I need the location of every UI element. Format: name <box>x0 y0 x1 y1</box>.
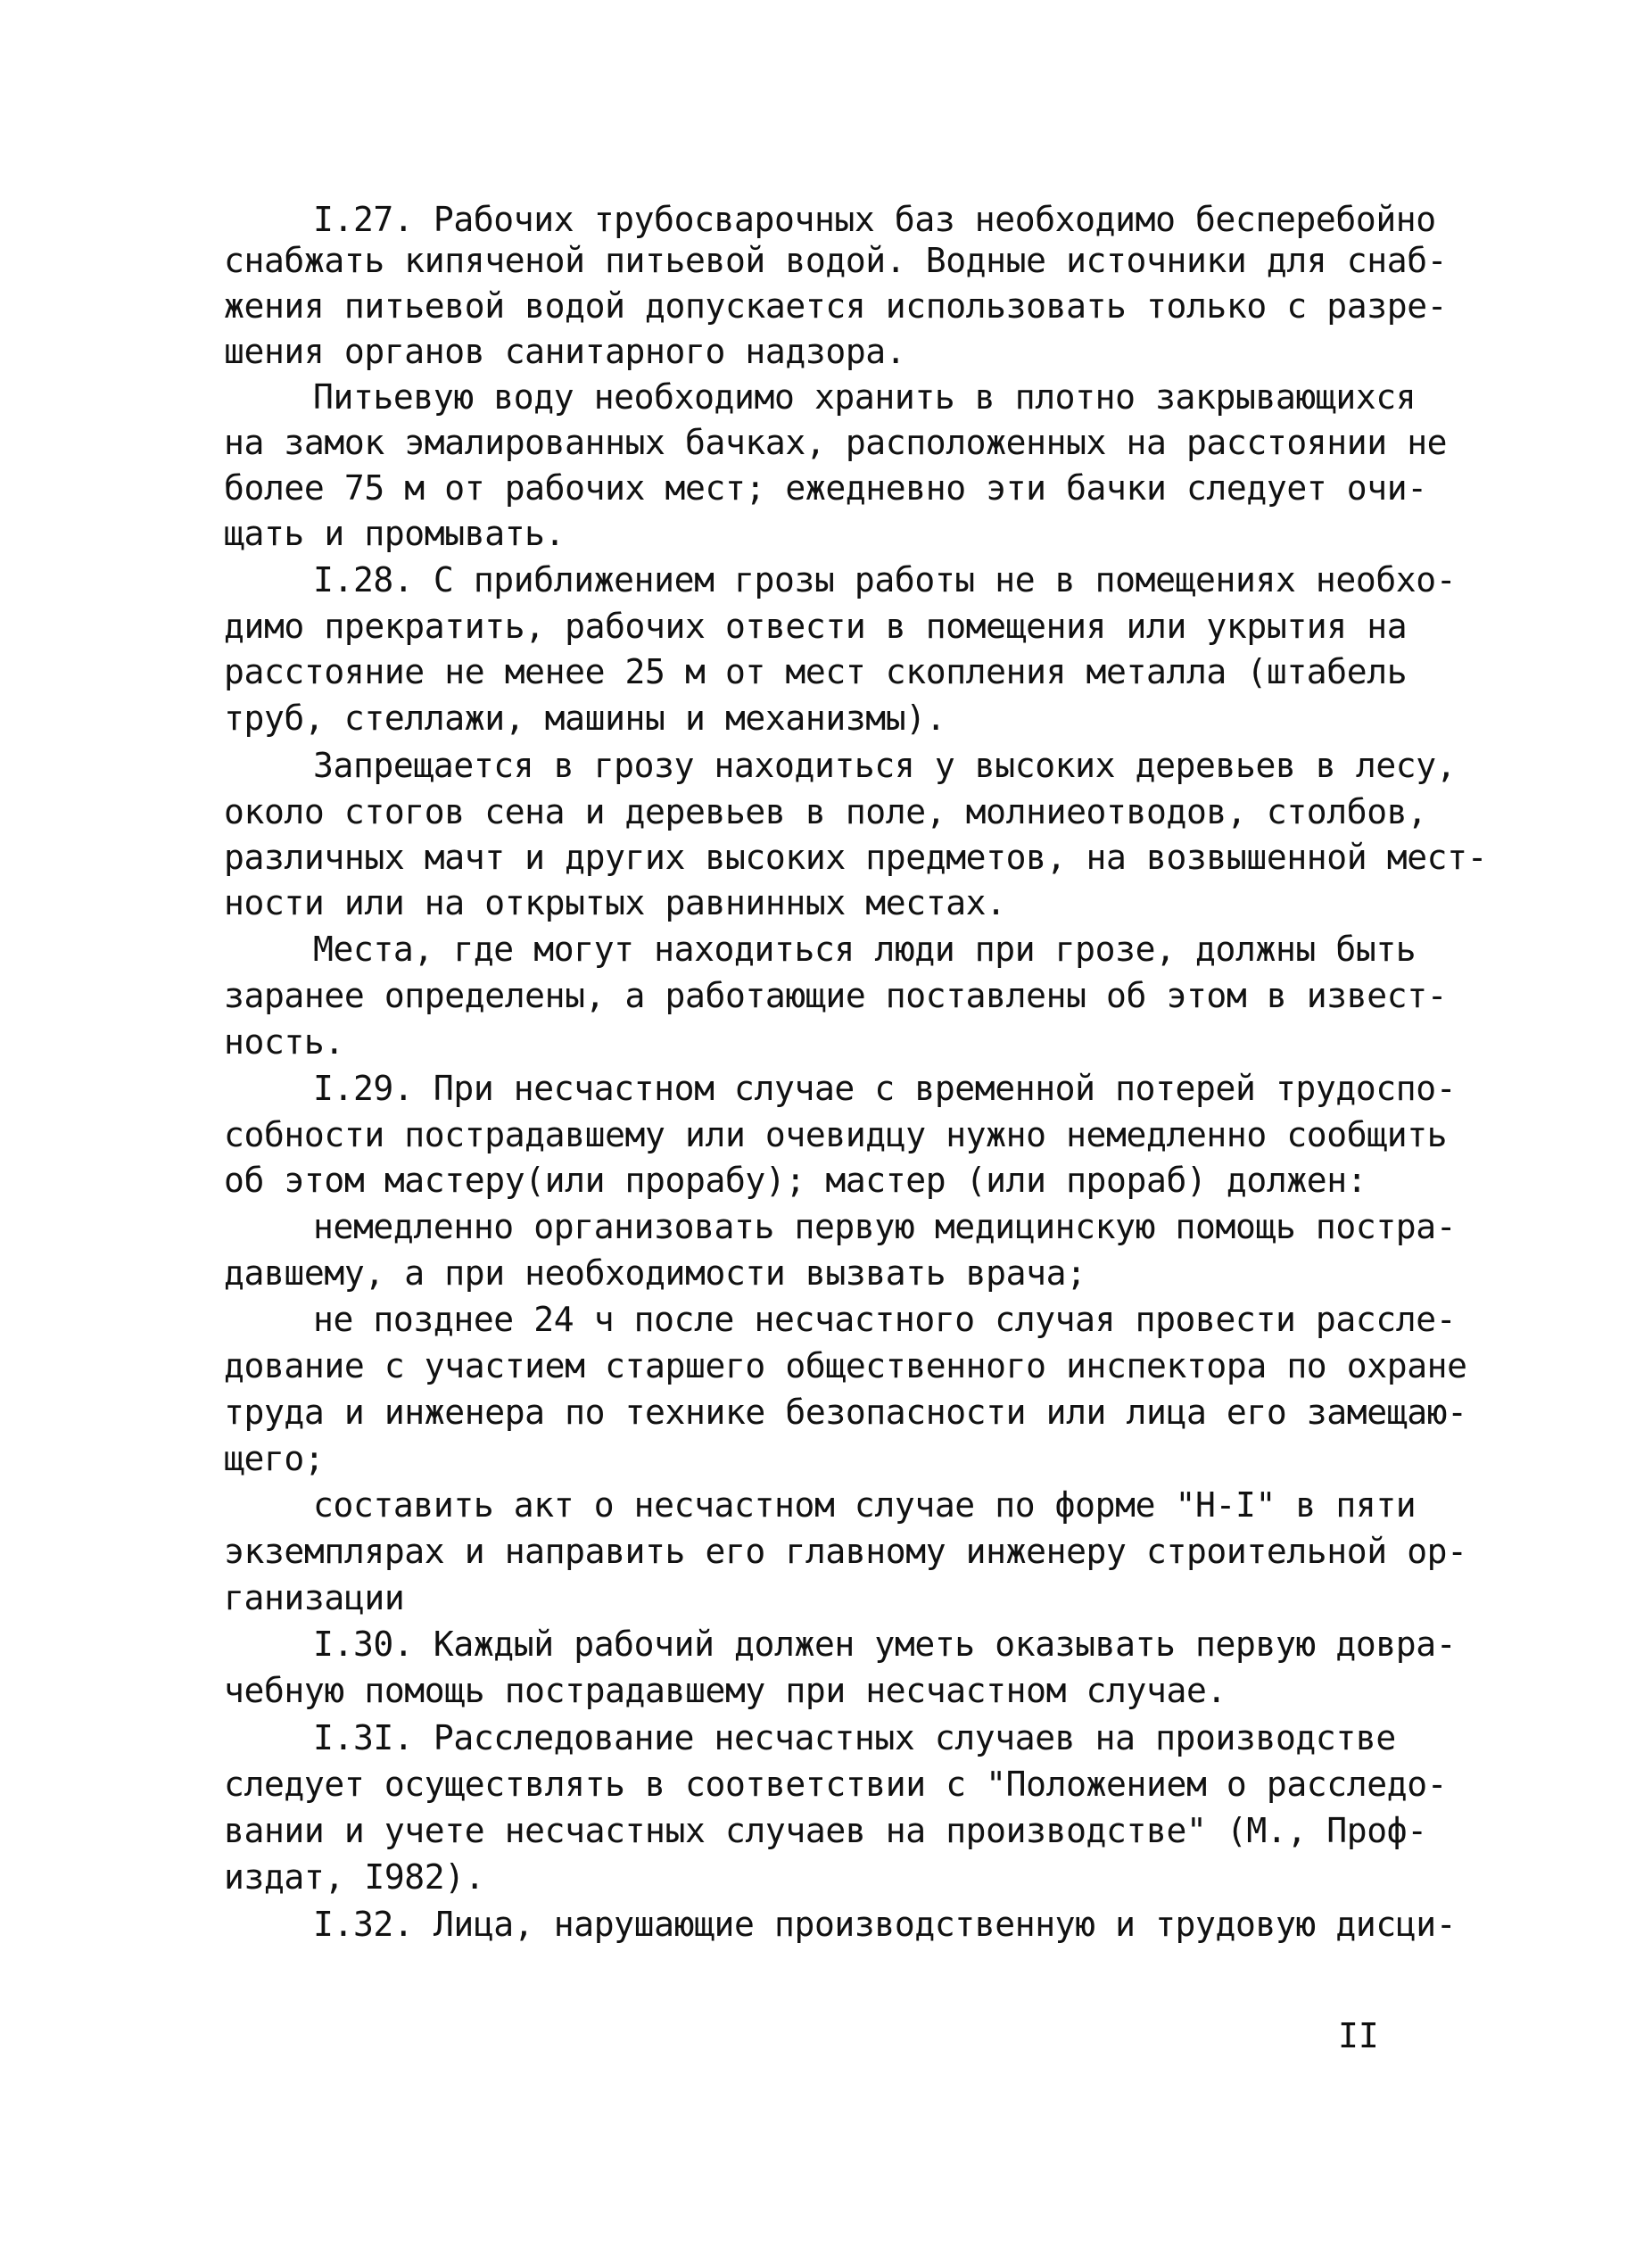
text-line: труб, стеллажи, машины и механизмы). <box>224 699 946 738</box>
text-line: ганизации <box>224 1578 405 1617</box>
text-line: Запрещается в грозу находиться у высоких деревьев в лесу, <box>313 746 1457 785</box>
text-line: расстояние не менее 25 м от мест скопления металла (штабель <box>224 652 1408 691</box>
text-line: издат, I982). <box>224 1857 485 1897</box>
text-line: не позднее 24 ч после несчастного случая провести рассле- <box>313 1300 1457 1339</box>
text-line: ности или на открытых равнинных местах. <box>224 883 1006 922</box>
text-line: вании и учете несчастных случаев на производстве" (М., Проф- <box>224 1811 1427 1850</box>
text-line: ность. <box>224 1022 344 1062</box>
text-line: чебную помощь пострадавшему при несчастном случае. <box>224 1671 1227 1710</box>
text-line: около стогов сена и деревьев в поле, молниеотводов, столбов, <box>224 792 1427 831</box>
page-number: II <box>1338 2016 1379 2055</box>
text-line: составить акт о несчастном случае по форме "Н-I" в пяти <box>313 1485 1417 1525</box>
text-line: шения органов санитарного надзора. <box>224 332 906 371</box>
text-line: более 75 м от рабочих мест; ежедневно эти бачки следует очи- <box>224 468 1427 508</box>
text-line: щего; <box>224 1439 325 1478</box>
text-line: I.27. Рабочих трубосварочных баз необходимо бесперебойно <box>313 200 1436 239</box>
text-line: дование с участием старшего общественного инспектора по охране <box>224 1346 1467 1385</box>
text-line: димо прекратить, рабочих отвести в помещения или укрытия на <box>224 607 1408 646</box>
text-line: следует осуществлять в соответствии с "Положением о расследо- <box>224 1765 1448 1804</box>
text-line: заранее определены, а работающие поставлены об этом в извест- <box>224 976 1448 1015</box>
text-line: экземплярах и направить его главному инженеру строительной ор- <box>224 1532 1467 1571</box>
text-line: немедленно организовать первую медицинскую помощь постра- <box>313 1207 1457 1246</box>
text-line: жения питьевой водой допускается использовать только с разре- <box>224 286 1448 326</box>
text-line: собности пострадавшему или очевидцу нужно немедленно сообщить <box>224 1115 1448 1154</box>
text-line: Места, где могут находиться люди при грозе, должны быть <box>313 930 1417 969</box>
text-line: I.29. При несчастном случае с временной потерей трудоспо- <box>313 1069 1457 1108</box>
text-line: I.32. Лица, нарушающие производственную и трудовую дисци- <box>313 1905 1457 1944</box>
text-line: на замок эмалированных бачках, расположенных на расстоянии не <box>224 423 1448 462</box>
text-line: щать и промывать. <box>224 514 566 553</box>
text-line: снабжать кипяченой питьевой водой. Водные источники для снаб- <box>224 241 1448 280</box>
text-line: I.28. С приближением грозы работы не в помещениях необхо- <box>313 560 1457 599</box>
text-line: об этом мастеру(или прорабу); мастер (или прораб) должен: <box>224 1161 1367 1200</box>
text-line: различных мачт и других высоких предметов, на возвышенной мест- <box>224 838 1488 877</box>
text-line: I.3I. Расследование несчастных случаев на производстве <box>313 1718 1396 1757</box>
text-line: давшему, а при необходимости вызвать врача; <box>224 1253 1086 1293</box>
text-line: труда и инженера по технике безопасности или лица его замещаю- <box>224 1393 1467 1432</box>
text-line: I.30. Каждый рабочий должен уметь оказывать первую довра- <box>313 1625 1457 1664</box>
text-line: Питьевую воду необходимо хранить в плотно закрывающихся <box>313 377 1417 417</box>
